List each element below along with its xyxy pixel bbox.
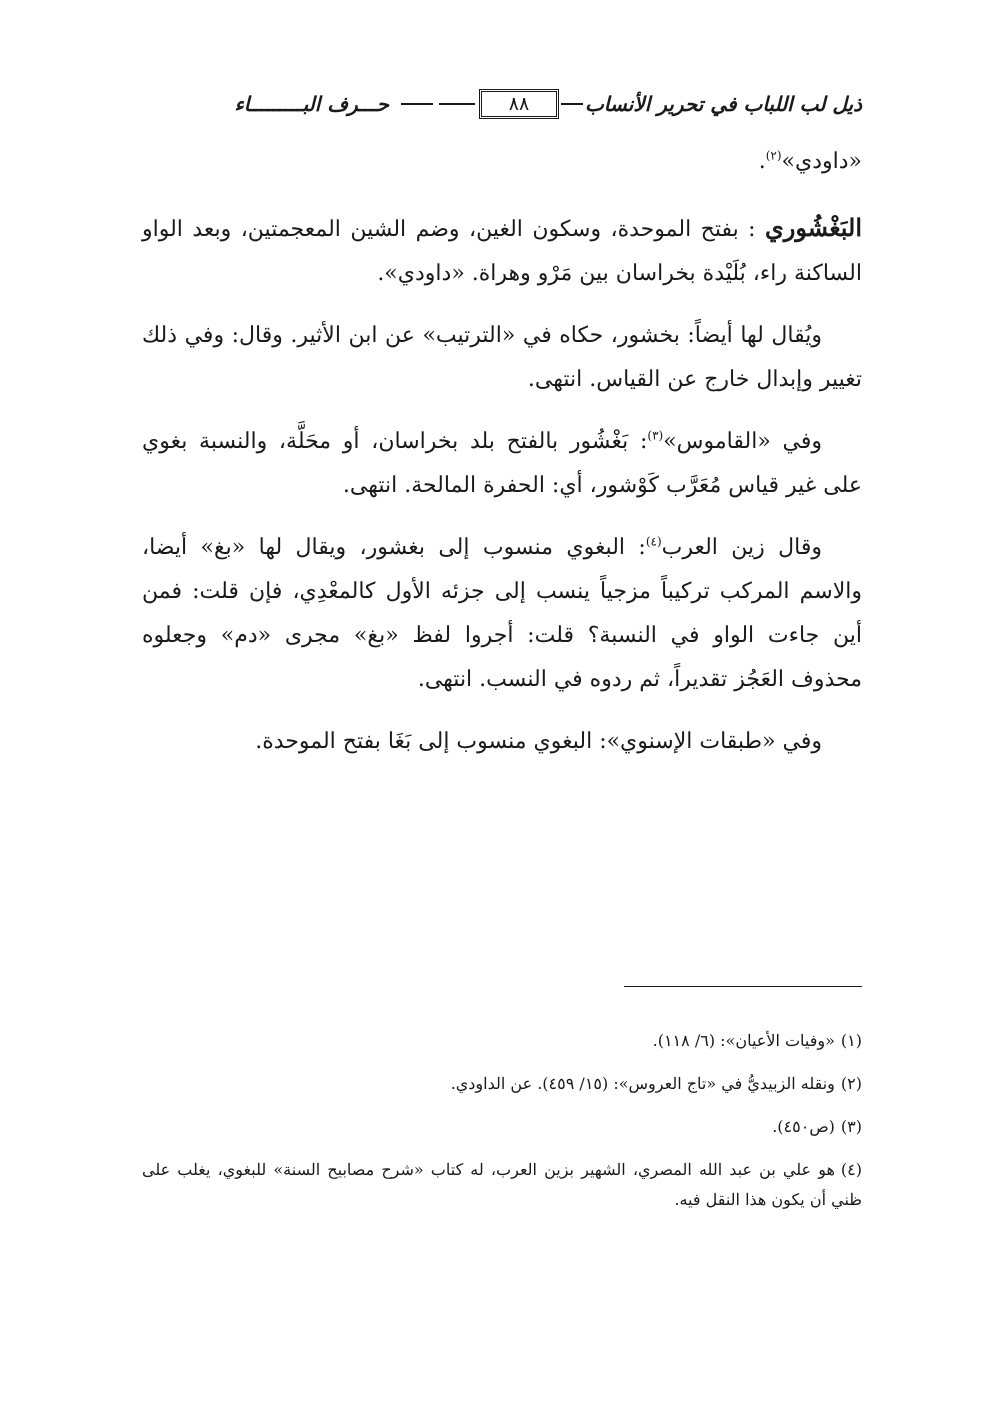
footnote-text: هو علي بن عبد الله المصري، الشهير بزين العرب، له كتاب «شرح مصابيح السنة» للبغوي، يغلب على ظني أن يكون هذا النقل فيه. <box>142 1160 862 1209</box>
footnote-number: (٣) <box>840 1117 862 1136</box>
footnote-text: (ص٤٥٠). <box>772 1117 835 1136</box>
paragraph-text: وفي «القاموس» <box>663 429 822 454</box>
paragraph-text: وفي «طبقات الإسنوي»: البغوي منسوب إلى بَغَا بفتح الموحدة. <box>255 729 822 754</box>
paragraph-text: وقال زين العرب <box>661 535 822 560</box>
header-rule <box>561 103 583 105</box>
footnote <box>142 1069 862 1099</box>
footnote <box>142 1026 862 1056</box>
footnote-text: ونقله الزبيديُّ في «تاج العروس»: (١٥/ ٤٥٩). عن الداودي. <box>450 1074 835 1093</box>
paragraph-text: ويُقال لها أيضاً: بخشور، حكاه في «الترتيب» عن ابن الأثير. وقال: وفي ذلك تغيير وإبدال خارج عن القياس. انتهى. <box>142 323 862 392</box>
main-text <box>142 140 862 782</box>
footnote-ref: (٣) <box>647 428 664 443</box>
header-rule <box>439 103 475 105</box>
footnote-number: (٢) <box>840 1074 862 1093</box>
running-header <box>142 88 862 120</box>
chapter-title: حـــرف البـــــــــاء <box>234 92 389 116</box>
book-title: ذيل لب اللباب في تحرير الأنساب <box>584 92 862 116</box>
footnote-number: (٤) <box>840 1160 862 1179</box>
paragraph <box>142 526 862 702</box>
page-number: ٨٨ <box>479 89 559 119</box>
footnote <box>142 1112 862 1142</box>
paragraph-text: : بَغْشُور بالفتح بلد بخراسان، أو محَلَّة، والنسبة بغوي على غير قياس مُعَرَّب كَوْشور، أي: الحفرة المالحة. انتهى. <box>142 429 862 498</box>
header-rule <box>401 103 433 105</box>
entry-term: البَغْشُوري <box>765 213 862 242</box>
paragraph <box>142 720 862 764</box>
paragraph-text: «داودي» <box>781 149 862 174</box>
footnote-ref: (٤) <box>645 534 662 549</box>
footnote-text: «وفيات الأعيان»: (٦/ ١١٨). <box>652 1031 835 1050</box>
paragraph-text: : بفتح الموحدة، وسكون الغين، وضم الشين المعجمتين، وبعد الواو الساكنة راء، بُلَيْدة بخراسان بين مَرْو وهراة. «داودي». <box>142 217 862 286</box>
footnote-ref: (٢) <box>765 148 782 163</box>
paragraph-continuation: «داودي»$^{(٢)}$. <box>758 148 862 174</box>
paragraph <box>142 420 862 508</box>
footnote <box>142 1155 862 1215</box>
entry-paragraph <box>142 206 862 296</box>
paragraph <box>142 314 862 402</box>
footnotes <box>142 1026 862 1228</box>
paragraph-text: : البغوي منسوب إلى بغشور، ويقال لها «بغ» أيضا، والاسم المركب تركيباً مزجياً ينسب إلى جزئه الأول كالمعْدِي، فإن قلت: فمن أين جاءت الواو في النسبة؟ قلت: أجروا لفظ «بغ» مجرى «دم» وجعلوه محذوف العَجُز تقديراً، ثم ردوه في النسب. انتهى. <box>142 535 862 692</box>
footnote-number: (١) <box>840 1031 862 1050</box>
footnote-separator <box>624 986 862 987</box>
